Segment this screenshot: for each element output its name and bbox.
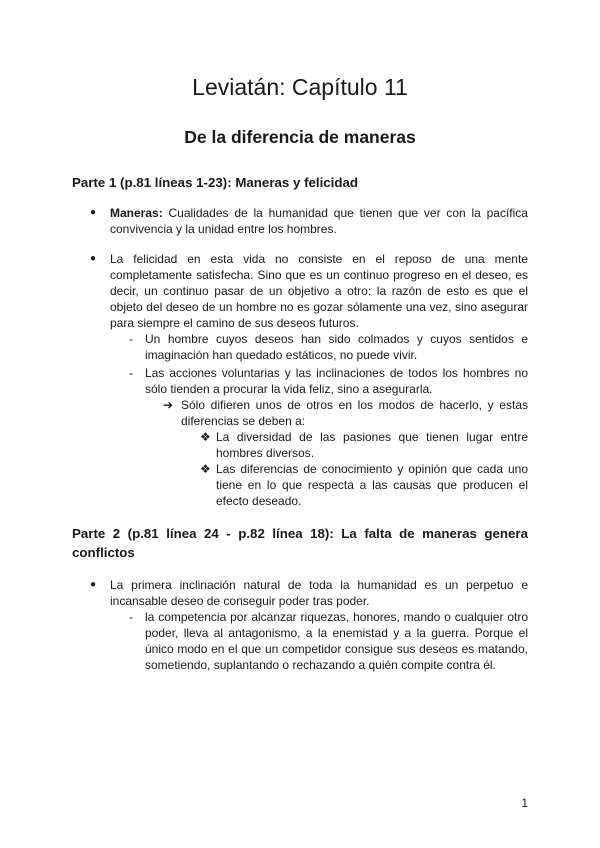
dash-marker: - — [129, 610, 133, 624]
sub-item-competencia: la competencia por alcanzar riquezas, honores, mando o cualquier otro poder, lleva al antagonismo, a la enemistad y a la guerra. Porque el único modo en el que un competidor consigue sus deseos es matando, sometiendo, suplantando o rechazando a quién compite contra él. — [145, 610, 528, 672]
page-number: 1 — [521, 796, 528, 810]
sub-item-hombre-colmado: Un hombre cuyos deseos han sido colmados y cuyos sentidos e imaginación han quedado estáticos, no puede vivir. — [145, 332, 528, 362]
list-item-maneras — [110, 205, 528, 237]
diamond-marker: ❖ — [200, 430, 211, 444]
section-heading-parte-1: Parte 1 (p.81 líneas 1-23): Maneras y felicidad — [72, 175, 359, 190]
sub-item-diversidad-pasiones: La diversidad de las pasiones que tienen lugar entre hombres diversos. — [216, 430, 528, 460]
bullet-marker: ● — [90, 253, 97, 264]
list-item-felicidad: La felicidad en esta vida no consiste en el reposo de una mente completamente satisfecha. Sino que es un continuo progreso en el deseo, es decir, un continuo pasar de un objetivo a otro: la razón de esto es que el objeto del deseo de un hombre no es gozar sólamente una vez, sino asegurar para siempre el camino de sus deseos futuros. — [110, 252, 528, 330]
sub-item-acciones-voluntarias: Las acciones voluntarias y las inclinaciones de todos los hombres no sólo tienden a procurar la vida feliz, sino a asegurarla. — [145, 366, 528, 396]
term-label: Maneras: — [110, 206, 163, 220]
bullet-marker: ● — [90, 579, 97, 590]
dash-marker: - — [129, 366, 133, 380]
document-title: Leviatán: Capítulo 11 — [192, 74, 408, 100]
list-item-inclinacion: La primera inclinación natural de toda la humanidad es un perpetuo e incansable deseo de conseguir poder tras poder. — [110, 578, 528, 608]
document-subtitle: De la diferencia de maneras — [184, 127, 416, 147]
sub-item-diferencias-conocimiento: Las diferencias de conocimiento y opinión que cada uno tiene en lo que respecta a las causas que producen el efecto deseado. — [216, 462, 528, 508]
bullet-marker: ● — [90, 207, 97, 218]
sub-item-difieren: Sólo difieren unos de otros en los modos de hacerlo, y estas diferencias se deben a: — [181, 398, 528, 428]
dash-marker: - — [129, 332, 133, 346]
arrow-marker: ➔ — [163, 398, 174, 412]
diamond-marker: ❖ — [200, 462, 211, 476]
section-heading-parte-2: Parte 2 (p.81 línea 24 - p.82 línea 18): La falta de maneras genera conflictos — [72, 526, 528, 560]
term-definition: Cualidades de la humanidad que tienen que ver con la pacífica convivencia y la unidad entre los hombres. — [110, 206, 528, 236]
